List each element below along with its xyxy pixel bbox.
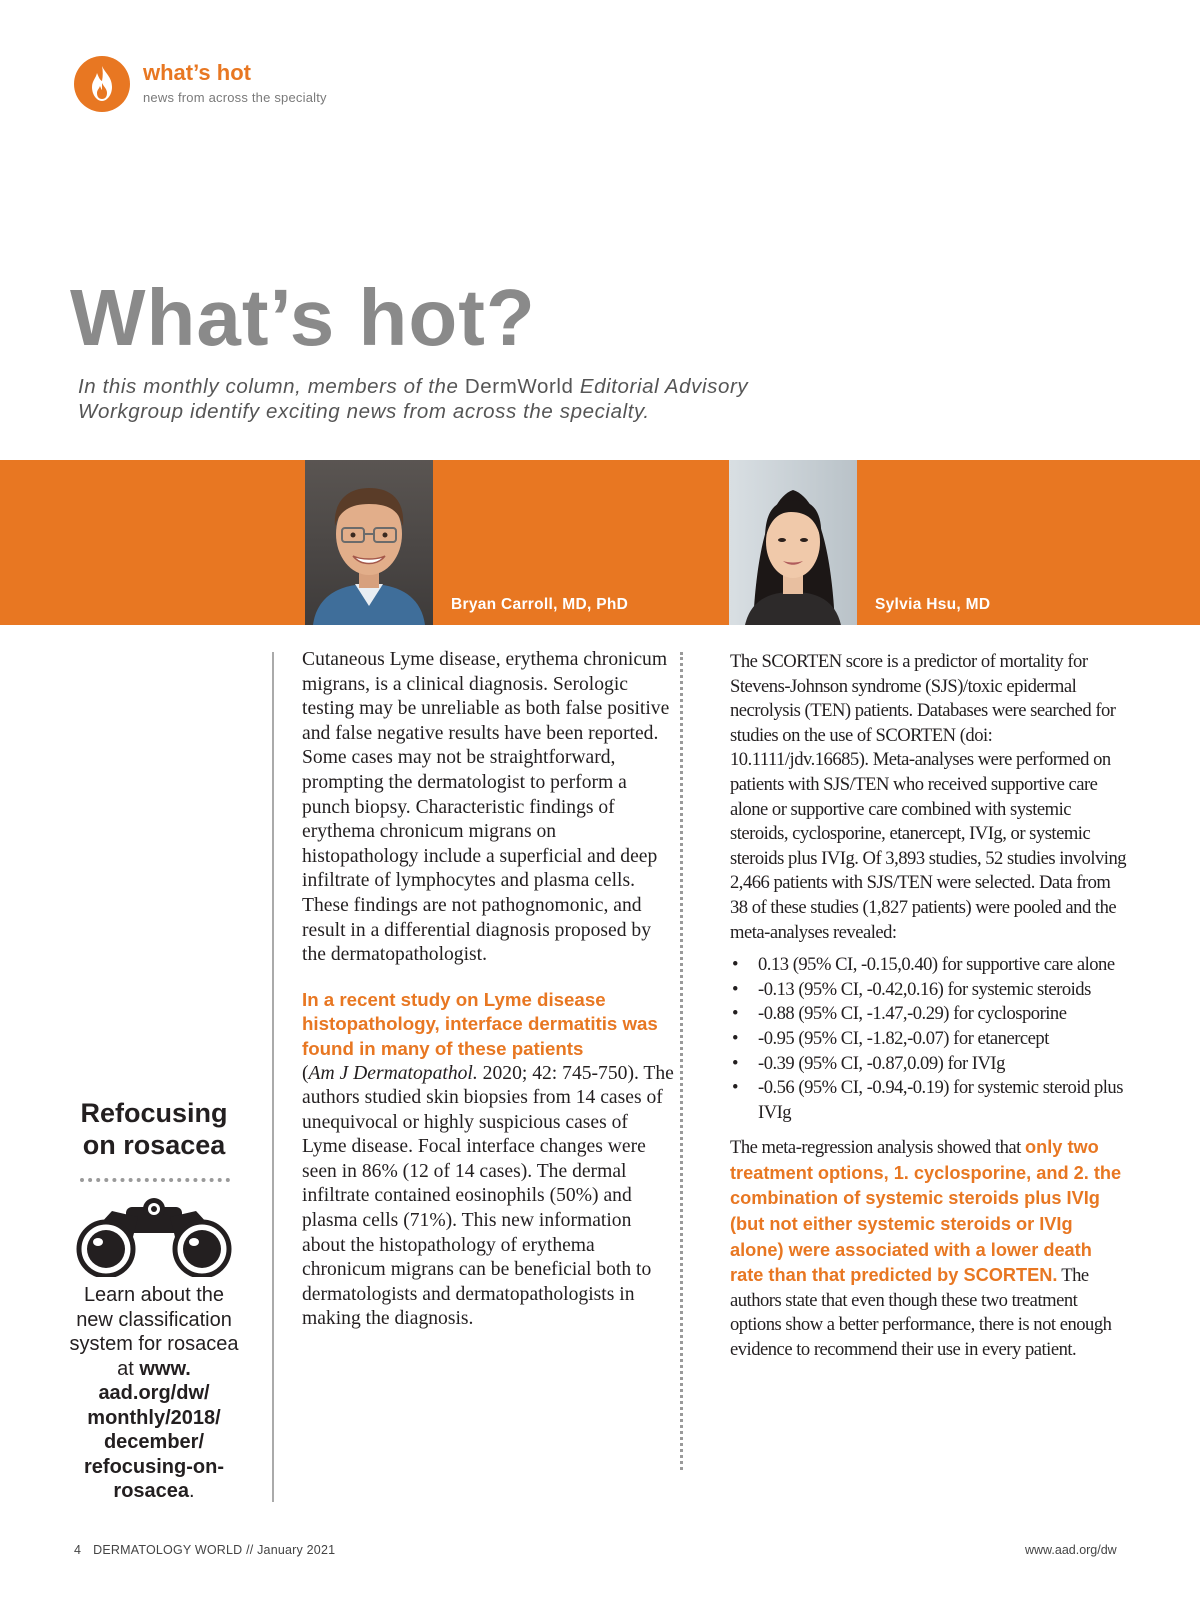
bullet: • bbox=[732, 978, 739, 1000]
footer-left bbox=[74, 1543, 335, 1557]
author-photo-bryan-carroll bbox=[305, 460, 433, 625]
binoculars-icon bbox=[74, 1197, 234, 1282]
list-item bbox=[730, 1052, 1130, 1077]
meta-analysis-list bbox=[730, 953, 1130, 1125]
list-item bbox=[730, 1076, 1130, 1125]
list-item-text: -0.56 (95% CI, -0.94,-0.19) for systemic steroid plus IVIg bbox=[758, 1077, 1123, 1123]
sidebar-divider bbox=[80, 1178, 230, 1182]
citation-journal: Am J Dermatopathol. bbox=[308, 1062, 478, 1084]
author-name-sylvia-hsu: Sylvia Hsu, MD bbox=[875, 596, 991, 613]
article-lyme-body2-text: The authors studied skin biopsies from 14 cases of unequivocal or highly suspicious cases of Lyme disease. Focal interface changes were seen in 86% (12 of 14 cases). The dermal infiltrate contained eosinophils (50%) and plasma cells (71%). This new information about the histopathology of erythema chronicum migrans can be beneficial both to dermatologists and dermatopathologists in making the diagnosis. bbox=[302, 1062, 674, 1330]
article-lyme-body1: Cutaneous Lyme disease, erythema chronicum migrans, is a clinical diagnosis. Serologic testing may be unreliable as both false positive and false negative results have been reported. Some cases may not be straightforward, prompting the dermatologist to perform a punch biopsy. Characteristic findings of erythema chronicum migrans on histopathology include a superficial and deep infiltrate of lymphocytes and plasma cells. These findings are not pathognomonic, and result in a differential diagnosis proposed by the dermatopathologist. bbox=[302, 649, 670, 966]
sidebar-end: . bbox=[189, 1480, 195, 1502]
bullet: • bbox=[732, 954, 739, 976]
body2-lead: The meta-regression analysis showed that bbox=[730, 1137, 1025, 1159]
column-divider-dotted bbox=[680, 652, 683, 1470]
article-scorten-body2 bbox=[730, 1135, 1130, 1362]
flame-icon bbox=[74, 56, 130, 112]
section-subtitle: news from across the specialty bbox=[143, 90, 327, 105]
column-divider bbox=[272, 652, 274, 1502]
list-item bbox=[730, 1027, 1130, 1052]
rosacea-link[interactable]: www. aad.org/dw/ monthly/2018/ december/ refocusing-on- rosacea bbox=[84, 1357, 224, 1502]
intro-part2: Editorial Advisory Workgroup identify exciting news from across the specialty. bbox=[78, 375, 749, 423]
list-item-text: 0.13 (95% CI, -0.15,0.40) for supportive care alone bbox=[758, 954, 1115, 976]
page-number: 4 bbox=[74, 1543, 82, 1557]
list-item-text: -0.13 (95% CI, -0.42,0.16) for systemic steroids bbox=[758, 978, 1091, 1000]
list-item-text: -0.95 (95% CI, -1.82,-0.07) for etanercept bbox=[758, 1027, 1049, 1049]
sidebar-title: Refocusing on rosacea bbox=[80, 1098, 228, 1160]
citation-rest: 2020; 42: 745-750). bbox=[477, 1062, 639, 1084]
bullet: • bbox=[732, 1027, 739, 1049]
footer-url[interactable]: www.aad.org/dw bbox=[1025, 1543, 1117, 1557]
sidebar-body: Learn about the new classification system for rosacea at bbox=[69, 1284, 239, 1380]
author-name-bryan-carroll: Bryan Carroll, MD, PhD bbox=[451, 596, 629, 613]
publication-name: DERMATOLOGY WORLD // January 2021 bbox=[93, 1543, 336, 1557]
intro-brand: DermWorld bbox=[464, 375, 574, 398]
list-item bbox=[730, 978, 1130, 1003]
article-scorten-highlight: only two treatment options, 1. cyclosporine, and 2. the combination of systemic steroids plus IVIg (but not either systemic steroids or IVIg alone) were associated with a lower death rate than that predicted by SCORTEN. bbox=[730, 1137, 1122, 1286]
bullet: • bbox=[732, 1052, 739, 1074]
list-item-text: -0.88 (95% CI, -1.47,-0.29) for cyclosporine bbox=[758, 1003, 1067, 1025]
sidebar-text bbox=[68, 1283, 240, 1504]
intro-text bbox=[78, 374, 838, 424]
list-item bbox=[730, 953, 1130, 978]
list-item bbox=[730, 1002, 1130, 1027]
article-lyme-body2 bbox=[302, 1062, 674, 1333]
article-lyme-highlight: In a recent study on Lyme disease histopathology, interface dermatitis was found in many of these patients bbox=[302, 988, 658, 1059]
bullet: • bbox=[732, 1077, 739, 1099]
bullet: • bbox=[732, 1003, 739, 1025]
citation-open: ( bbox=[302, 1062, 309, 1084]
page-title: What’s hot? bbox=[70, 273, 536, 362]
intro-part1: In this monthly column, members of the bbox=[78, 375, 465, 398]
list-item-text: -0.39 (95% CI, -0.87,0.09) for IVIg bbox=[758, 1052, 1005, 1074]
body2-tail: The authors state that even though these two treatment options show a better performance, there is not enough evidence to recommend their use in every patient. bbox=[730, 1265, 1112, 1361]
article-scorten bbox=[730, 650, 1130, 1363]
article-scorten-body1: The SCORTEN score is a predictor of mortality for Stevens-Johnson syndrome (SJS)/toxic epidermal necrolysis (TEN) patients. Databases were searched for studies on the use of SCORTEN (doi: 10.1111/jdv.16685). Meta-analyses were performed on patients with SJS/TEN who received supportive care alone or supportive care combined with systemic steroids, cyclosporine, etanercept, IVIg, or systemic steroids plus IVIg. Of 3,893 studies, 52 studies involving 2,466 patients with SJS/TEN were selected. Data from 38 of these studies (1,827 patients) were pooled and the meta-analyses revealed: bbox=[730, 651, 1127, 943]
author-photo-sylvia-hsu bbox=[729, 460, 857, 625]
section-title: what’s hot bbox=[143, 60, 251, 85]
article-lyme-disease bbox=[302, 648, 674, 1332]
